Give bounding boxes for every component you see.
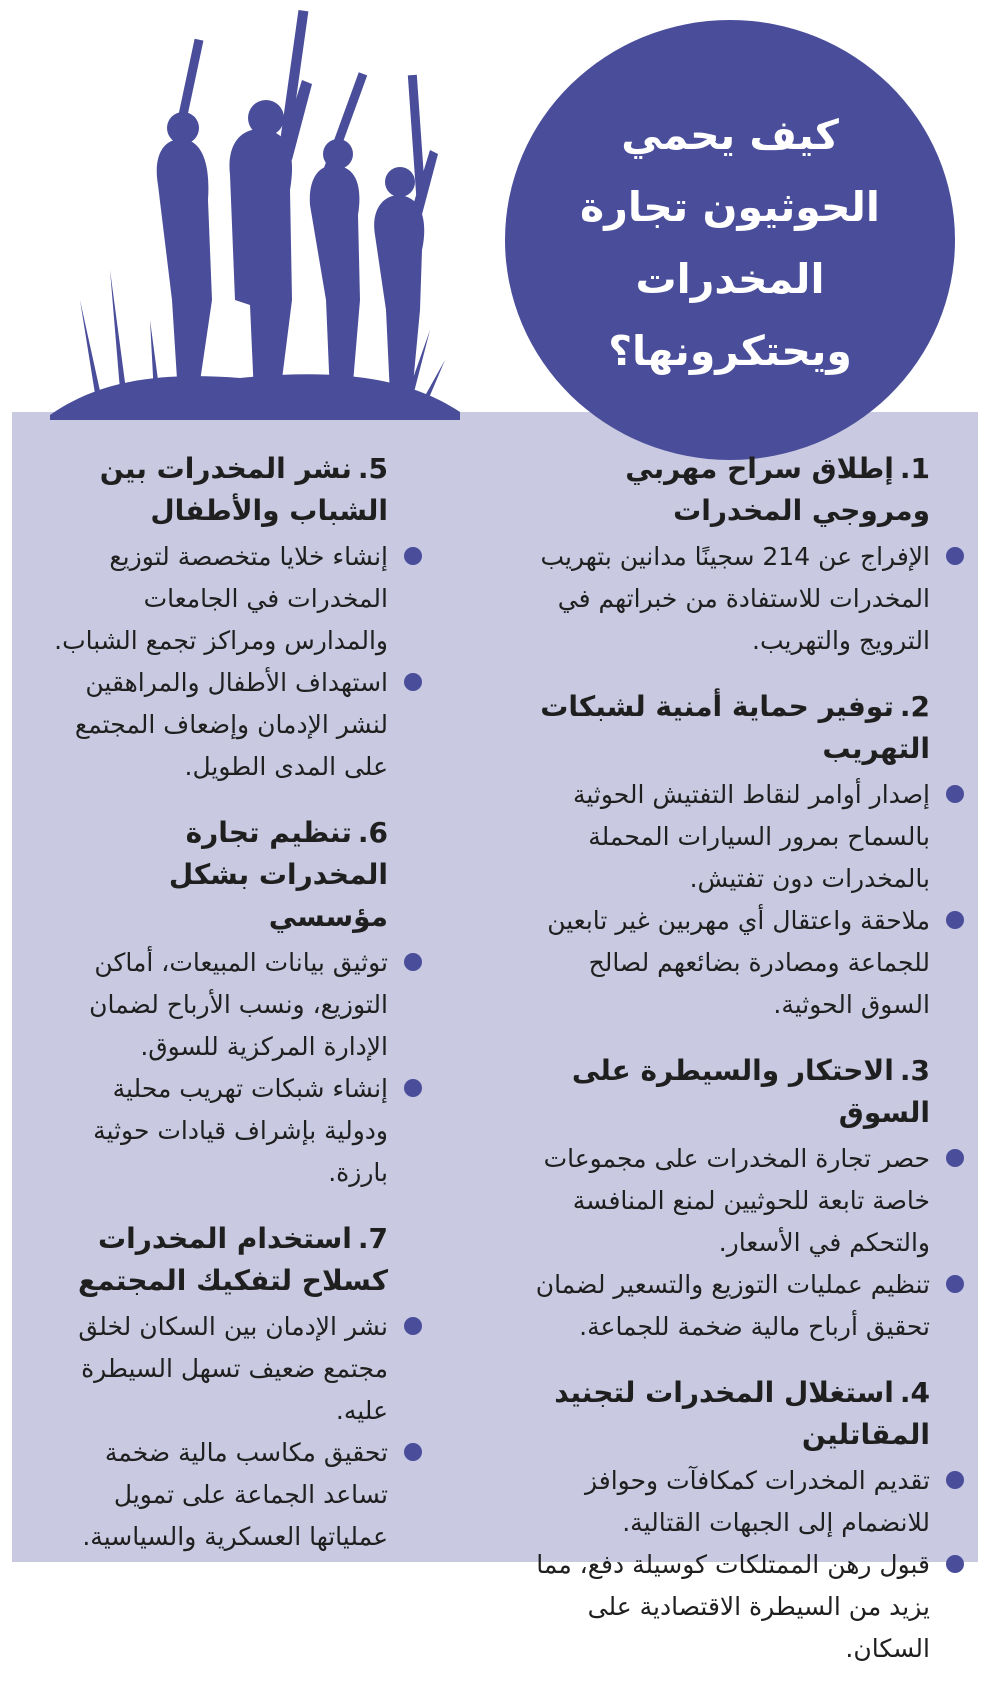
section-title: نشر المخدرات بين الشباب والأطفال — [99, 452, 388, 527]
list-item — [48, 942, 428, 1068]
section-number: 4. — [899, 1376, 930, 1409]
list-item — [48, 1068, 428, 1194]
title-line: كيف يحمي — [621, 111, 839, 159]
bullet-icon — [404, 1079, 422, 1097]
section-number: 5. — [357, 452, 388, 485]
bullet-icon — [404, 1317, 422, 1335]
section-number: 1. — [899, 452, 930, 485]
bullet-icon — [946, 1149, 964, 1167]
item-text: تنظيم عمليات التوزيع والتسعير لضمان تحقيق أرباح مالية ضخمة للجماعة. — [535, 1270, 930, 1341]
item-text: حصر تجارة المخدرات على مجموعات خاصة تابعة للحوثيين لمنع المنافسة والتحكم في الأسعار. — [543, 1144, 930, 1257]
section-number: 3. — [899, 1054, 930, 1087]
section-title: توفير حماية أمنية لشبكات التهريب — [540, 690, 930, 765]
list-item — [48, 662, 428, 788]
section-4 — [515, 1372, 970, 1670]
list-item — [48, 1432, 428, 1558]
item-text: ملاحقة واعتقال أي مهربين غير تابعين للجماعة ومصادرة بضائعهم لصالح السوق الحوثية. — [547, 906, 930, 1019]
page-title — [580, 99, 880, 387]
title-circle — [505, 20, 955, 460]
item-text: إصدار أوامر لنقاط التفتيش الحوثية بالسماح بمرور السيارات المحملة بالمخدرات دون تفتيش. — [572, 780, 930, 893]
section-3 — [515, 1050, 970, 1348]
section-heading — [515, 448, 970, 532]
section-6 — [48, 812, 428, 1194]
list-item — [48, 536, 428, 662]
section-title: تنظيم تجارة المخدرات بشكل مؤسسي — [168, 816, 388, 933]
bullet-icon — [404, 547, 422, 565]
section-2 — [515, 686, 970, 1026]
list-item — [515, 900, 970, 1026]
section-5 — [48, 448, 428, 788]
bullet-icon — [946, 1471, 964, 1489]
list-item — [515, 1264, 970, 1348]
section-title: استخدام المخدرات كسلاح لتفكيك المجتمع — [78, 1222, 388, 1297]
section-number: 6. — [357, 816, 388, 849]
title-line: المخدرات — [635, 255, 825, 303]
bullet-icon — [946, 911, 964, 929]
list-item — [515, 1460, 970, 1544]
section-heading — [48, 1218, 428, 1302]
item-text: تقديم المخدرات كمكافآت وحوافز للانضمام إلى الجبهات القتالية. — [584, 1466, 930, 1537]
list-item — [515, 536, 970, 662]
section-heading — [515, 1050, 970, 1134]
item-text: تحقيق مكاسب مالية ضخمة تساعد الجماعة على تمويل عملياتها العسكرية والسياسية. — [82, 1438, 388, 1551]
armed-fighters-silhouette-icon — [40, 0, 480, 420]
bullet-icon — [946, 547, 964, 565]
item-text: إنشاء شبكات تهريب محلية ودولية بإشراف قيادات حوثية بارزة. — [93, 1074, 388, 1187]
item-text: قبول رهن الممتلكات كوسيلة دفع، مما يزيد من السيطرة الاقتصادية على السكان. — [536, 1550, 930, 1663]
list-item — [48, 1306, 428, 1432]
bullet-icon — [404, 1443, 422, 1461]
item-text: استهداف الأطفال والمراهقين لنشر الإدمان وإضعاف المجتمع على المدى الطويل. — [74, 668, 388, 781]
list-item — [515, 1138, 970, 1264]
left-column — [48, 448, 428, 1582]
section-title: الاحتكار والسيطرة على السوق — [571, 1054, 930, 1129]
item-text: توثيق بيانات المبيعات، أماكن التوزيع، ونسب الأرباح لضمان الإدارة المركزية للسوق. — [89, 948, 388, 1061]
section-heading — [48, 448, 428, 532]
section-7 — [48, 1218, 428, 1558]
title-line: ويحتكرونها؟ — [608, 327, 852, 375]
bullet-icon — [946, 1275, 964, 1293]
item-text: إنشاء خلايا متخصصة لتوزيع المخدرات في الجامعات والمدارس ومراكز تجمع الشباب. — [54, 542, 388, 655]
section-number: 7. — [357, 1222, 388, 1255]
bullet-icon — [404, 953, 422, 971]
section-title: استغلال المخدرات لتجنيد المقاتلين — [554, 1376, 930, 1451]
item-text: نشر الإدمان بين السكان لخلق مجتمع ضعيف تسهل السيطرة عليه. — [78, 1312, 388, 1425]
list-item — [515, 774, 970, 900]
list-item — [515, 1544, 970, 1670]
title-line: الحوثيون تجارة — [580, 183, 880, 231]
section-1 — [515, 448, 970, 662]
item-text: الإفراج عن 214 سجينًا مدانين بتهريب المخدرات للاستفادة من خبراتهم في الترويج والتهريب. — [540, 542, 930, 655]
section-title: إطلاق سراح مهربي ومروجي المخدرات — [625, 452, 930, 527]
section-number: 2. — [899, 690, 930, 723]
section-heading — [48, 812, 428, 938]
bullet-icon — [404, 673, 422, 691]
section-heading — [515, 686, 970, 770]
bullet-icon — [946, 1555, 964, 1573]
bullet-icon — [946, 785, 964, 803]
right-column — [515, 448, 970, 1694]
section-heading — [515, 1372, 970, 1456]
